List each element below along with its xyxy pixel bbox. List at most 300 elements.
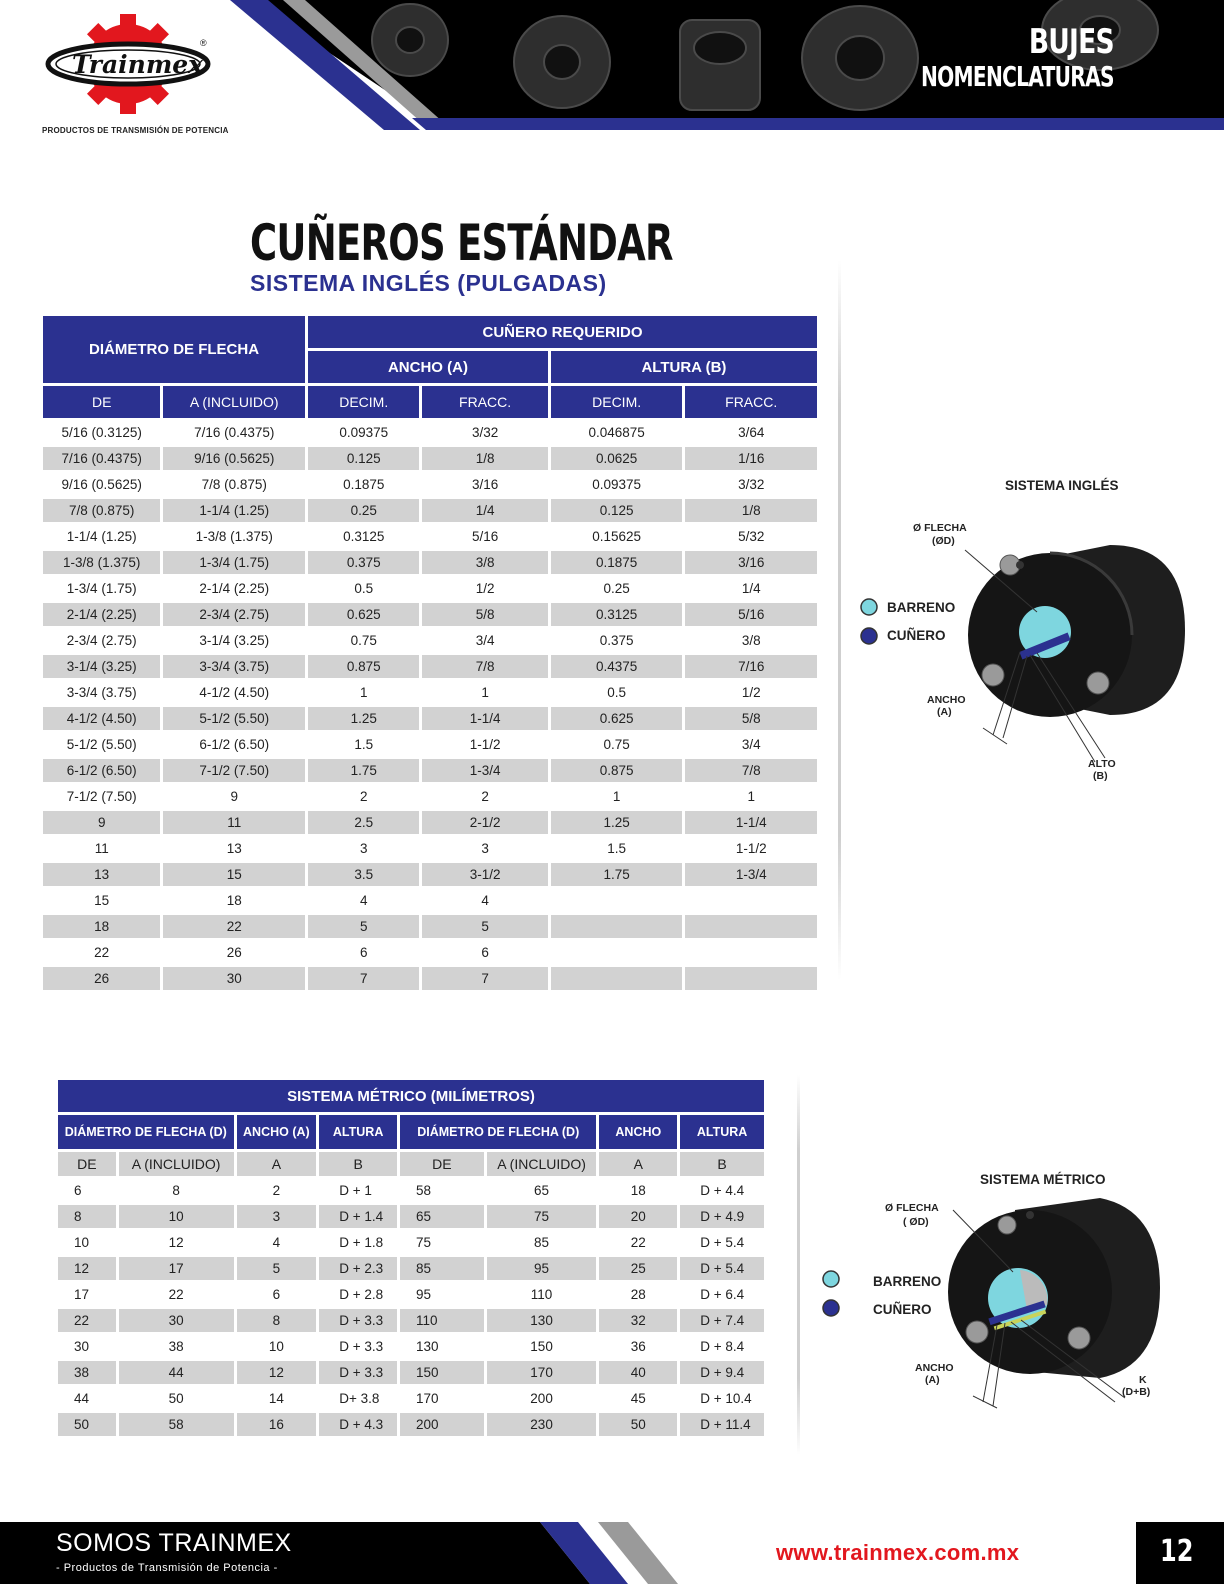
table-cell: 65	[400, 1205, 484, 1228]
table-row	[58, 1283, 764, 1306]
table-cell: D + 1.4	[319, 1205, 397, 1228]
table-cell: 1/8	[422, 447, 547, 470]
table-cell: 1/4	[741, 581, 761, 596]
table-row	[58, 1231, 764, 1254]
table-cell: 1-1/2	[735, 841, 767, 856]
col-height-decimal: DECIM.	[551, 386, 683, 418]
table-cell: 8	[58, 1205, 116, 1228]
table-cell	[551, 915, 683, 938]
table-cell: D + 4.9	[680, 1205, 764, 1228]
table-cell: 6	[74, 1183, 82, 1198]
table-cell: 0.3125	[551, 603, 683, 626]
table-cell: D + 9.4	[680, 1361, 764, 1384]
footer-brand: SOMOS TRAINMEX	[56, 1529, 292, 1557]
table-cell: 1/4	[422, 499, 547, 522]
table-cell: 3/64	[738, 425, 765, 440]
table-cell: 0.875	[308, 655, 419, 678]
header-shaft-diameter-right: DIÁMETRO DE FLECHA (D)	[400, 1115, 596, 1149]
table-row	[43, 499, 817, 522]
table-cell: D + 1.8	[339, 1235, 384, 1250]
table-cell: 8	[172, 1183, 180, 1198]
table-cell: 0.625	[308, 603, 419, 626]
table-cell: 0.3125	[343, 529, 385, 544]
table-cell: 11	[163, 811, 305, 834]
table-cell: 3/4	[475, 633, 495, 648]
table-cell: 7	[308, 967, 419, 990]
column-divider	[797, 1075, 800, 1455]
sub-b: B	[319, 1152, 397, 1176]
table-cell: 32	[599, 1309, 677, 1332]
table-cell: 7	[422, 967, 547, 990]
table-cell: 1	[747, 789, 755, 804]
table-cell: 3/16	[685, 551, 817, 574]
table-row	[43, 967, 817, 990]
table-cell: 0.125	[308, 447, 419, 470]
table-cell: 26	[226, 945, 242, 960]
table-cell: 5-1/2 (5.50)	[66, 737, 137, 752]
diagram-title: SISTEMA INGLÉS	[1005, 478, 1119, 493]
table-cell: 1.25	[308, 707, 419, 730]
table-cell	[685, 915, 817, 938]
table-cell: 75	[487, 1205, 597, 1228]
table-row	[43, 421, 817, 444]
table-cell: 3-3/4 (3.75)	[66, 685, 137, 700]
table-cell: 7/8	[685, 759, 817, 782]
table-cell: 5/8	[685, 707, 817, 730]
table-row	[43, 915, 817, 938]
table-cell: 13	[226, 841, 242, 856]
table-cell: 30	[163, 967, 305, 990]
table-cell: 6	[481, 945, 489, 960]
table-cell: D + 3.3	[339, 1339, 384, 1354]
table-cell	[551, 889, 683, 912]
footer-website-link[interactable]: www.trainmex.com.mx	[776, 1540, 1020, 1565]
table-cell: 0.625	[551, 707, 683, 730]
table-cell: 4	[359, 893, 368, 908]
table-cell: 130	[487, 1309, 597, 1332]
logo-wordmark: Trainmex	[72, 50, 204, 79]
table-row	[58, 1257, 764, 1280]
table-cell: 0.75	[350, 633, 377, 648]
header-height-left: ALTURA	[319, 1115, 397, 1149]
table-cell: 36	[630, 1339, 646, 1354]
table-cell: 2-3/4 (2.75)	[163, 603, 305, 626]
trainmex-logo	[40, 12, 229, 137]
legend-key: CUÑERO	[873, 1302, 932, 1317]
table-cell: D + 3.3	[319, 1309, 397, 1332]
diagram-title: SISTEMA MÉTRICO	[980, 1172, 1106, 1187]
table-cell: 1-1/4 (1.25)	[66, 529, 137, 544]
bushing-diagram-icon	[815, 1170, 1175, 1430]
table-cell: 50	[168, 1391, 184, 1406]
table-cell: 4-1/2 (4.50)	[199, 685, 270, 700]
table-row	[43, 551, 817, 574]
label-flecha: Ø FLECHA	[885, 1202, 939, 1214]
table-cell: 110	[530, 1287, 553, 1302]
table-cell: 200	[400, 1413, 484, 1436]
table-cell: 1-3/4 (1.75)	[163, 551, 305, 574]
table-cell: 1/8	[685, 499, 817, 522]
table-row	[58, 1413, 764, 1436]
table-row	[43, 889, 817, 912]
table-cell: 6-1/2 (6.50)	[199, 737, 270, 752]
table-cell: 3/32	[471, 425, 499, 440]
table-row	[43, 811, 817, 834]
table-cell: 1.5	[607, 841, 627, 856]
table-cell: D + 11.4	[680, 1413, 764, 1436]
table-cell: 5-1/2 (5.50)	[163, 707, 305, 730]
table-cell: 3/8	[422, 551, 547, 574]
header-width-right: ANCHO	[599, 1115, 677, 1149]
table-cell: 1.5	[354, 737, 374, 752]
table-cell: 65	[534, 1183, 550, 1198]
table-cell: 12	[237, 1361, 317, 1384]
table-cell: 5	[308, 915, 419, 938]
legend-bore: BARRENO	[873, 1274, 942, 1289]
table-row	[58, 1335, 764, 1358]
table-cell: 4-1/2 (4.50)	[43, 707, 160, 730]
table-cell: 18	[630, 1183, 646, 1198]
table-row	[58, 1309, 764, 1332]
table-cell: 2.5	[308, 811, 419, 834]
table-cell: 3.5	[308, 863, 419, 886]
table-cell: 130	[416, 1339, 439, 1354]
table-cell: 3-1/4 (3.25)	[43, 655, 160, 678]
table-cell: 2	[359, 789, 368, 804]
metric-keyway-table	[55, 1077, 767, 1439]
table-cell: D + 2.3	[319, 1257, 397, 1280]
section-title	[846, 22, 1114, 93]
table-row	[43, 603, 817, 626]
table-cell: 3/32	[738, 477, 765, 492]
table-cell: 22	[630, 1235, 646, 1250]
table-cell: 5/32	[738, 529, 765, 544]
table-cell: D + 7.4	[680, 1309, 764, 1332]
table-cell: 5/16	[471, 529, 499, 544]
table-cell: 1	[481, 685, 489, 700]
table-cell: 0.1875	[343, 477, 385, 492]
table-cell: 5/8	[422, 603, 547, 626]
table-cell: 10	[119, 1205, 234, 1228]
table-cell: 44	[74, 1391, 90, 1406]
table-cell	[551, 941, 683, 964]
table-cell: 44	[119, 1361, 234, 1384]
table-cell: 3	[359, 841, 368, 856]
table-cell: 22	[168, 1287, 184, 1302]
legend-key: CUÑERO	[887, 628, 946, 643]
label-alto-symbol: (B)	[1093, 770, 1108, 782]
table-cell: 3-1/4 (3.25)	[199, 633, 270, 648]
header-width-left: ANCHO (A)	[237, 1115, 317, 1149]
table-cell: 9/16 (0.5625)	[163, 447, 305, 470]
table-cell: 2-3/4 (2.75)	[66, 633, 137, 648]
table-cell: 58	[119, 1413, 234, 1436]
table-cell: 1.75	[308, 759, 419, 782]
page-subtitle: SISTEMA INGLÉS (PULGADAS)	[250, 270, 607, 296]
table-cell: 230	[487, 1413, 597, 1436]
table-cell	[685, 941, 817, 964]
table-cell: 3	[481, 841, 489, 856]
table-cell: D + 5.4	[680, 1257, 764, 1280]
table-row	[43, 837, 817, 860]
label-ancho: ANCHO	[915, 1362, 954, 1374]
table-cell: 16	[237, 1413, 317, 1436]
table-cell: 170	[416, 1391, 439, 1406]
subsection-name: NOMENCLATURAS	[921, 60, 1114, 93]
table-cell: 17	[74, 1287, 90, 1302]
table-cell: 3/16	[471, 477, 499, 492]
table-cell: 1	[612, 789, 621, 804]
table-cell: 7/16 (0.4375)	[43, 447, 160, 470]
table-cell: 0.5	[354, 581, 374, 596]
table-row	[43, 629, 817, 652]
sub-from: DE	[400, 1152, 484, 1176]
table-cell: 7/8 (0.875)	[201, 477, 267, 492]
table-cell: 1/16	[685, 447, 817, 470]
table-row	[43, 577, 817, 600]
col-width-fraction: FRACC.	[422, 386, 547, 418]
table-cell: 200	[530, 1391, 553, 1406]
metric-table-body	[58, 1179, 764, 1436]
table-cell: 3-3/4 (3.75)	[163, 655, 305, 678]
table-cell: 5/16	[685, 603, 817, 626]
table-cell: D + 8.4	[700, 1339, 745, 1354]
table-row	[58, 1205, 764, 1228]
table-cell: 4	[272, 1235, 281, 1250]
table-row	[43, 733, 817, 756]
table-cell: 10	[268, 1339, 284, 1354]
sub-b: B	[680, 1152, 764, 1176]
table-cell: 10	[74, 1235, 90, 1250]
table-cell: 95	[416, 1287, 432, 1302]
table-cell: 1-3/8 (1.375)	[195, 529, 273, 544]
col-height-fraction: FRACC.	[685, 386, 817, 418]
table-row	[43, 707, 817, 730]
label-ancho-symbol: (A)	[937, 706, 952, 718]
table-cell: 38	[168, 1339, 184, 1354]
table-cell: 26	[43, 967, 160, 990]
table-cell: 150	[530, 1339, 553, 1354]
col-from: DE	[43, 386, 160, 418]
table-cell: 20	[599, 1205, 677, 1228]
table-cell: 5	[237, 1257, 317, 1280]
table-cell: 0.375	[308, 551, 419, 574]
table-cell: 17	[119, 1257, 234, 1280]
page-title: CUÑEROS ESTÁNDAR	[250, 214, 673, 272]
table-cell: D+ 3.8	[339, 1391, 380, 1406]
metric-keyway-diagram	[815, 1170, 1175, 1430]
table-cell: 14	[268, 1391, 284, 1406]
table-cell: 3/8	[741, 633, 761, 648]
table-cell: 1/2	[741, 685, 761, 700]
table-cell: 9	[230, 789, 238, 804]
table-cell: 7/16 (0.4375)	[194, 425, 275, 440]
table-row	[43, 759, 817, 782]
imperial-keyway-diagram	[855, 470, 1195, 800]
table-cell: 0.125	[551, 499, 683, 522]
table-cell: 1-3/4 (1.75)	[66, 581, 137, 596]
table-row	[43, 941, 817, 964]
label-k-symbol: (D+B)	[1122, 1386, 1151, 1398]
header-height-b: ALTURA (B)	[551, 351, 817, 383]
table-cell: 13	[43, 863, 160, 886]
table-row	[58, 1387, 764, 1410]
table-cell: 18	[43, 915, 160, 938]
label-ancho-symbol: (A)	[925, 1374, 940, 1386]
table-cell: D + 2.8	[339, 1287, 384, 1302]
table-cell: 1-1/4	[685, 811, 817, 834]
table-cell: 1-1/2	[469, 737, 501, 752]
table-cell: 0.046875	[588, 425, 645, 440]
table-cell: D + 4.4	[700, 1183, 745, 1198]
label-flecha: Ø FLECHA	[913, 522, 967, 534]
table-cell: 1-3/8 (1.375)	[43, 551, 160, 574]
table-cell: 9/16 (0.5625)	[61, 477, 142, 492]
table-cell: 1-3/4	[685, 863, 817, 886]
table-cell: 6-1/2 (6.50)	[43, 759, 160, 782]
table-cell: 15	[94, 893, 110, 908]
table-cell: 50	[58, 1413, 116, 1436]
table-cell: 58	[416, 1183, 432, 1198]
table-cell: 12	[168, 1235, 184, 1250]
table-cell: 38	[58, 1361, 116, 1384]
sub-from: DE	[58, 1152, 116, 1176]
table-cell: 30	[74, 1339, 90, 1354]
table-row	[43, 681, 817, 704]
table-cell: 50	[599, 1413, 677, 1436]
sub-a: A	[237, 1152, 317, 1176]
table-cell: 0.4375	[551, 655, 683, 678]
table-cell: 0.75	[603, 737, 630, 752]
table-cell: 18	[226, 893, 242, 908]
header-required-key: CUÑERO REQUERIDO	[308, 316, 817, 348]
table-cell: 85	[400, 1257, 484, 1280]
page-number: 12	[1160, 1534, 1194, 1569]
label-flecha-symbol: (ØD)	[932, 535, 955, 547]
table-cell: 1-1/4	[422, 707, 547, 730]
table-cell: 9	[43, 811, 160, 834]
table-cell: 4	[481, 893, 489, 908]
table-cell: 110	[400, 1309, 484, 1332]
table-cell: 0.1875	[551, 551, 683, 574]
table-row	[43, 447, 817, 470]
table-cell: 75	[416, 1235, 432, 1250]
table-cell: 12	[58, 1257, 116, 1280]
table-cell: 25	[599, 1257, 677, 1280]
table-cell: 28	[630, 1287, 646, 1302]
table-row	[43, 525, 817, 548]
table-cell: 1.25	[551, 811, 683, 834]
table-cell: 3/4	[741, 737, 761, 752]
table-cell: 5	[422, 915, 547, 938]
sub-a: A	[599, 1152, 677, 1176]
col-width-decimal: DECIM.	[308, 386, 419, 418]
table-cell	[685, 967, 817, 990]
table-cell: 7-1/2 (7.50)	[163, 759, 305, 782]
table-cell: 22	[163, 915, 305, 938]
table-cell: 85	[534, 1235, 550, 1250]
table-cell: 0.875	[551, 759, 683, 782]
table-row	[58, 1361, 764, 1384]
table-cell: D + 6.4	[700, 1287, 745, 1302]
table-cell: 1/2	[475, 581, 495, 596]
table-cell: D + 5.4	[700, 1235, 745, 1250]
table-cell: 1.75	[551, 863, 683, 886]
column-divider	[838, 260, 841, 980]
table-cell: 6	[359, 945, 368, 960]
imperial-keyway-table	[40, 313, 820, 993]
label-k: K	[1139, 1374, 1147, 1386]
table-cell: 6	[272, 1287, 281, 1302]
label-alto: ALTO	[1088, 758, 1116, 770]
table-cell: 1-1/4 (1.25)	[163, 499, 305, 522]
table-cell: 0.375	[599, 633, 634, 648]
table-cell: 0.15625	[592, 529, 642, 544]
table-cell: 40	[599, 1361, 677, 1384]
table-cell: 0.09375	[592, 477, 642, 492]
metric-table-title: SISTEMA MÉTRICO (MILÍMETROS)	[58, 1080, 764, 1112]
table-cell: 2-1/4 (2.25)	[43, 603, 160, 626]
table-cell: 95	[487, 1257, 597, 1280]
table-row	[43, 473, 817, 496]
table-cell: 3-1/2	[422, 863, 547, 886]
header-width-a: ANCHO (A)	[308, 351, 548, 383]
table-cell: 150	[400, 1361, 484, 1384]
table-cell: 0.0625	[551, 447, 683, 470]
table-cell: 0.09375	[339, 425, 389, 440]
col-to: A (INCLUIDO)	[163, 386, 305, 418]
registered-mark: ®	[200, 38, 207, 48]
table-cell: 2	[272, 1183, 281, 1198]
table-row	[58, 1179, 764, 1202]
table-cell: 3	[237, 1205, 317, 1228]
table-cell: D + 3.3	[319, 1361, 397, 1384]
table-cell: 45	[630, 1391, 646, 1406]
table-cell: 7-1/2 (7.50)	[66, 789, 137, 804]
table-cell: 2	[481, 789, 489, 804]
table-cell	[551, 967, 683, 990]
label-flecha-symbol: ( ØD)	[903, 1216, 929, 1228]
table-cell: 0.25	[603, 581, 630, 596]
table-cell: 1	[359, 685, 368, 700]
table-cell: 0.25	[308, 499, 419, 522]
table-cell: 7/8	[422, 655, 547, 678]
imperial-table-body	[43, 421, 817, 990]
table-cell: 7/16	[685, 655, 817, 678]
header-height-right: ALTURA	[680, 1115, 764, 1149]
label-ancho: ANCHO	[927, 694, 966, 706]
table-cell: 7/8 (0.875)	[43, 499, 160, 522]
header-shaft-diameter: DIÁMETRO DE FLECHA	[43, 316, 305, 383]
logo-tagline: PRODUCTOS DE TRANSMISIÓN DE POTENCIA	[42, 126, 229, 135]
section-name: BUJES	[1029, 22, 1114, 62]
table-cell: 1-3/4	[422, 759, 547, 782]
header-shaft-diameter-left: DIÁMETRO DE FLECHA (D)	[58, 1115, 234, 1149]
table-cell	[685, 889, 817, 912]
table-cell: 2-1/4 (2.25)	[199, 581, 270, 596]
table-cell: 11	[94, 841, 109, 856]
table-cell: 170	[487, 1361, 597, 1384]
table-cell: D + 1	[339, 1183, 372, 1198]
table-cell: 22	[94, 945, 110, 960]
footer-tagline: - Productos de Transmisión de Potencia -	[56, 1562, 278, 1574]
legend-bore: BARRENO	[887, 600, 956, 615]
table-row	[43, 863, 817, 886]
table-cell: 0.5	[607, 685, 627, 700]
table-row	[43, 785, 817, 808]
table-cell: 22	[58, 1309, 116, 1332]
table-cell: D + 10.4	[700, 1391, 752, 1406]
